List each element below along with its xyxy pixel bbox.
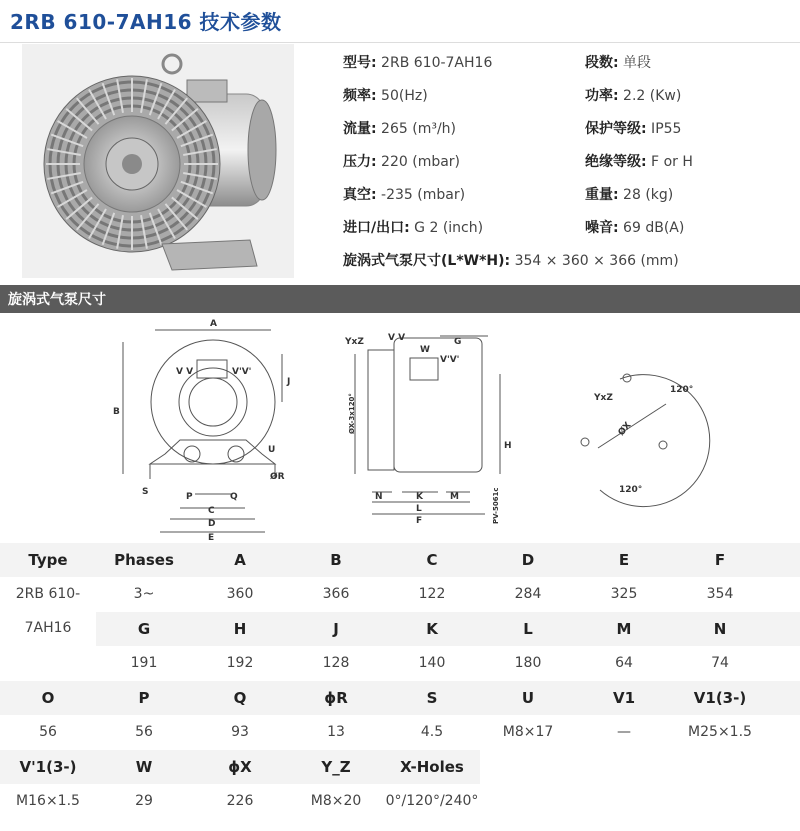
dim-label-n: N <box>375 492 383 502</box>
spec-label: 型号: <box>343 55 377 71</box>
spec-label: 进口/出口: <box>343 220 410 236</box>
table-cell: 325 <box>610 586 638 602</box>
table-cell: 226 <box>226 793 254 809</box>
spec-label: 保护等级: <box>585 121 647 137</box>
table-header: W <box>135 758 153 776</box>
spec-insulation <box>585 151 693 171</box>
table-header: V1 <box>612 689 636 707</box>
dim-label-k: K <box>416 492 423 502</box>
spec-port <box>343 217 483 237</box>
dim-label-p: P <box>186 492 193 502</box>
table-cell: 0°/120°/240° <box>385 793 479 809</box>
spec-vacuum <box>343 184 465 204</box>
title-divider <box>0 42 800 43</box>
table-cell-type-continued: 7AH16 <box>24 620 72 636</box>
spec-label: 噪音: <box>585 220 619 236</box>
spec-noise <box>585 217 684 237</box>
table-cell: 191 <box>130 655 158 671</box>
dim-label-d: D <box>208 519 216 529</box>
table-header: M <box>616 620 632 638</box>
dim-label-f: F <box>416 516 423 526</box>
dim-label-diameter: ØX-3x120° <box>348 393 356 434</box>
spec-model <box>343 52 492 72</box>
spec-value: 28 (kg) <box>618 187 674 203</box>
drawing-svg <box>0 314 800 542</box>
table-header: E <box>618 551 630 569</box>
table-header: P <box>138 689 150 707</box>
table-cell: 122 <box>418 586 446 602</box>
dim-label-j: J <box>287 377 291 387</box>
dim-label-phix: ØX <box>616 420 634 438</box>
dim-label-b: B <box>113 407 120 417</box>
table-header: Y_Z <box>321 758 351 776</box>
table-cell: 2RB 610- <box>15 586 81 602</box>
dim-label-yxz-flange: YxZ <box>594 393 613 403</box>
dim-label-g: G <box>454 337 462 347</box>
spec-value: IP55 <box>646 121 682 137</box>
dim-label-e: E <box>208 533 215 542</box>
spec-value: -235 (mbar) <box>376 187 466 203</box>
spec-value: 单段 <box>618 55 652 71</box>
table-cell: 93 <box>231 724 249 740</box>
table-cell: 56 <box>39 724 57 740</box>
page-title: 2RB 610-7AH16 技术参数 <box>10 10 282 34</box>
drawing-code: PV-5061c <box>492 487 500 524</box>
spec-value: F or H <box>646 154 693 170</box>
spec-value: G 2 (inch) <box>409 220 484 236</box>
spec-label: 段数: <box>585 55 619 71</box>
blower-image <box>22 44 294 278</box>
table-cell: 366 <box>322 586 350 602</box>
table-header: U <box>521 689 535 707</box>
spec-value: 50(Hz) <box>376 88 428 104</box>
table-header: G <box>137 620 151 638</box>
table-header: ϕR <box>324 689 348 707</box>
table-cell: M8×17 <box>502 724 554 740</box>
table-header: X-Holes <box>400 758 464 776</box>
spec-power <box>585 85 681 105</box>
table-header: A <box>234 551 246 569</box>
spec-value: 220 (mbar) <box>376 154 461 170</box>
table-header: J <box>333 620 339 638</box>
table-cell: M8×20 <box>310 793 362 809</box>
table-cell: 29 <box>135 793 153 809</box>
table-cell: 74 <box>711 655 729 671</box>
table-header: Q <box>233 689 247 707</box>
dim-label-h: H <box>504 441 512 451</box>
table-header: D <box>521 551 535 569</box>
table-cell: M25×1.5 <box>688 724 752 740</box>
table-cell: 180 <box>514 655 542 671</box>
spec-label: 压力: <box>343 154 377 170</box>
table-header: O <box>41 689 55 707</box>
dim-label-yxz-side: YxZ <box>345 337 364 347</box>
table-header: N <box>713 620 727 638</box>
spec-value: 2.2 (Kw) <box>618 88 682 104</box>
dim-label-a: A <box>210 319 217 329</box>
table-header: B <box>330 551 342 569</box>
spec-label: 真空: <box>343 187 377 203</box>
product-photo <box>22 44 294 278</box>
dim-label-s: S <box>142 487 149 497</box>
table-header: F <box>714 551 726 569</box>
table-header: V1(3-) <box>693 689 747 707</box>
dim-label-vv-side: V V <box>388 333 406 343</box>
angle-label-bottom: 120° <box>619 485 643 495</box>
spec-label: 绝缘等级: <box>585 154 647 170</box>
dim-label-vv-prime-side: V'V' <box>440 355 460 365</box>
spec-pressure <box>343 151 460 171</box>
table-header: H <box>233 620 247 638</box>
table-cell: 64 <box>615 655 633 671</box>
dim-label-m: M <box>450 492 459 502</box>
table-cell: 56 <box>135 724 153 740</box>
table-header: ϕX <box>228 758 252 776</box>
spec-label: 流量: <box>343 121 377 137</box>
table-header: C <box>426 551 438 569</box>
dim-label-c: C <box>208 506 215 516</box>
spec-stage <box>585 52 651 72</box>
spec-frequency <box>343 85 428 105</box>
spec-value: 265 (m³/h) <box>376 121 456 137</box>
angle-label-top: 120° <box>670 385 694 395</box>
table-cell: 4.5 <box>420 724 444 740</box>
spec-flow <box>343 118 456 138</box>
dim-label-vv-prime: V'V' <box>232 367 252 377</box>
dimension-drawing <box>0 314 800 542</box>
spec-value: 354 × 360 × 366 (mm) <box>510 253 679 269</box>
table-cell: 13 <box>327 724 345 740</box>
table-header: Type <box>28 551 68 569</box>
spec-label: 功率: <box>585 88 619 104</box>
spec-label: 频率: <box>343 88 377 104</box>
section-title: 旋涡式气泵尺寸 <box>8 292 106 308</box>
table-header: K <box>426 620 438 638</box>
dim-label-w: W <box>420 345 430 355</box>
spec-label: 重量: <box>585 187 619 203</box>
dim-label-vv: V V <box>176 367 194 377</box>
table-header: S <box>426 689 438 707</box>
dim-label-l: L <box>416 504 422 514</box>
table-cell: — <box>617 724 631 740</box>
table-header: V'1(3-) <box>19 758 77 776</box>
table-cell: 140 <box>418 655 446 671</box>
table-cell: 360 <box>226 586 254 602</box>
spec-value: 2RB 610-7AH16 <box>376 55 493 71</box>
table-cell: 284 <box>514 586 542 602</box>
table-cell: 354 <box>706 586 734 602</box>
dim-label-u: U <box>268 445 276 455</box>
table-cell: 192 <box>226 655 254 671</box>
spec-value: 69 dB(A) <box>618 220 685 236</box>
spec-label: 旋涡式气泵尺寸(L*W*H): <box>343 253 511 269</box>
table-cell: 128 <box>322 655 350 671</box>
section-header-bar <box>0 285 800 313</box>
table-cell: M16×1.5 <box>16 793 80 809</box>
spec-size <box>343 250 679 270</box>
dim-label-q: Q <box>230 492 238 502</box>
table-header: Phases <box>114 551 174 569</box>
spec-weight <box>585 184 673 204</box>
dim-label-r: ØR <box>270 472 285 482</box>
table-header: L <box>523 620 533 638</box>
spec-protection <box>585 118 681 138</box>
table-cell: 3~ <box>133 586 155 602</box>
